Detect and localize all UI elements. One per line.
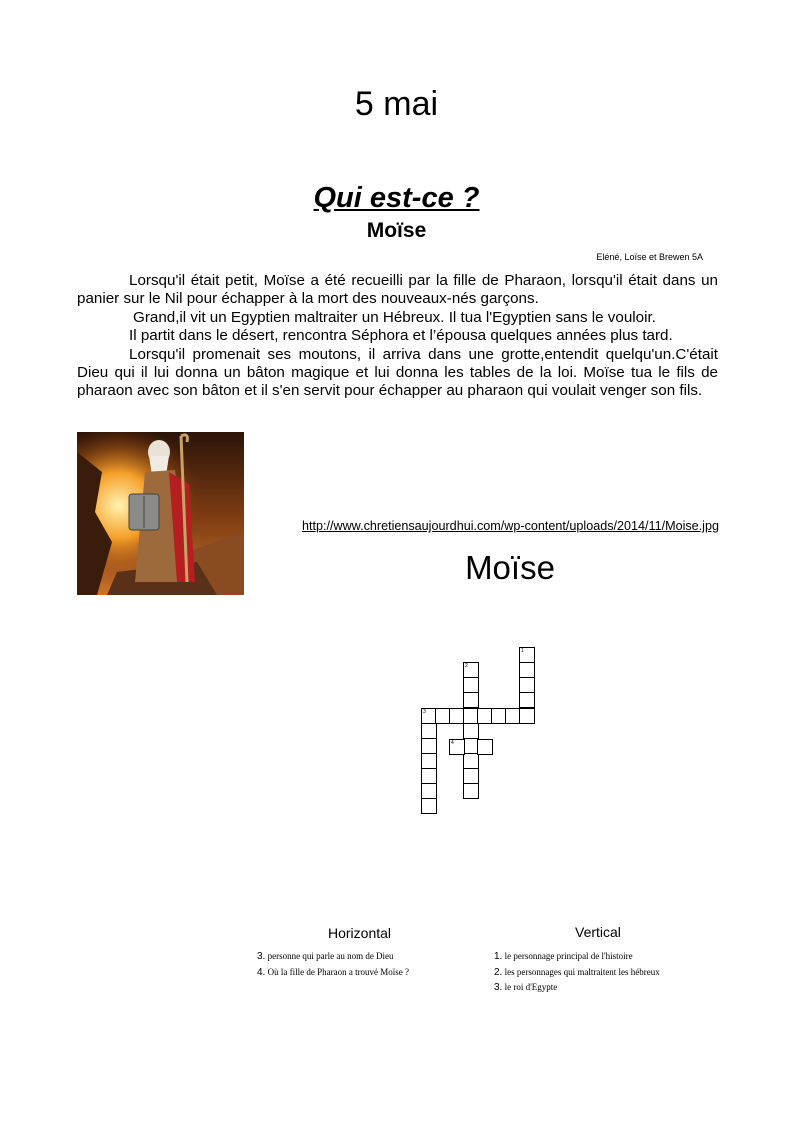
article-subtitle: Moïse xyxy=(366,219,427,242)
crossword-cell[interactable] xyxy=(463,692,479,708)
vertical-heading: Vertical xyxy=(575,924,621,940)
clue-text: le personnage principal de l'histoire xyxy=(504,951,633,961)
clue-text: le roi d'Egypte xyxy=(504,982,558,992)
story-paragraph-3: Il partit dans le désert, rencontra Séphora et l’épousa quelques années plus tard. xyxy=(129,327,673,345)
horizontal-clues xyxy=(257,925,462,980)
crossword-cell[interactable] xyxy=(519,662,535,678)
crossword-cell[interactable] xyxy=(519,708,535,724)
crossword-cell[interactable] xyxy=(463,677,479,693)
vertical-clue-2 xyxy=(494,965,694,981)
clue-text: Où la fille de Pharaon a trouvé Moïse ? xyxy=(267,966,410,977)
crossword-cell[interactable] xyxy=(421,753,437,769)
crossword-cell[interactable] xyxy=(463,723,479,739)
crossword-cell[interactable] xyxy=(463,662,479,678)
crossword-cell[interactable] xyxy=(421,768,437,784)
page-date: 5 mai xyxy=(354,85,439,123)
article-title-text: Qui est-ce ? xyxy=(313,182,480,214)
vertical-clues xyxy=(494,924,694,996)
clue-num: 4. xyxy=(257,966,266,978)
crossword-cell[interactable] xyxy=(421,798,437,814)
authors-credit: Eléné, Loïse et Brewen 5A xyxy=(596,252,703,262)
crossword-cell[interactable] xyxy=(421,783,437,799)
clue-num: 1. xyxy=(494,951,503,962)
story-paragraph-2: Grand,il vit un Egyptien maltraiter un Hébreux. Il tua l'Egyptien sans le vouloir. xyxy=(133,308,656,326)
clue-text: personne qui parle au nom de Dieu xyxy=(267,951,394,961)
clue-text: les personnages qui maltraitent les hébreux xyxy=(504,966,660,977)
image-source-link[interactable]: http://www.chretiensaujourdhui.com/wp-content/uploads/2014/11/Moise.jpg xyxy=(301,519,719,533)
crossword-cell[interactable] xyxy=(463,753,479,769)
crossword-cell[interactable] xyxy=(463,783,479,799)
vertical-clue-3 xyxy=(494,980,694,996)
clue-num: 3. xyxy=(494,982,503,993)
crossword-cell[interactable] xyxy=(449,739,465,755)
crossword-cell[interactable] xyxy=(463,768,479,784)
crossword-cell[interactable] xyxy=(519,677,535,693)
horizontal-clue-3 xyxy=(257,949,462,965)
crossword-title: Moïse xyxy=(465,549,555,586)
clue-number-3: 3 xyxy=(423,709,426,715)
crossword-cell[interactable] xyxy=(421,723,437,739)
story-paragraph-4: Lorsqu'il promenait ses moutons, il arriva dans une grotte,entendit quelqu'un.C'était Dieu qui il lui donna un bâton magique et lui donna les tables de la loi. Moïse tua le fils de pharaon avec son bâton et il s'en servit pour échapper au pharaon qui voulait venger son fils. xyxy=(77,345,718,400)
clue-number-4: 4 xyxy=(451,740,454,746)
clue-number-1: 1 xyxy=(521,648,524,654)
clue-num: 3. xyxy=(257,951,266,962)
crossword-cell[interactable] xyxy=(421,738,437,754)
horizontal-heading: Horizontal xyxy=(327,925,392,941)
vertical-clue-1 xyxy=(494,949,694,965)
horizontal-clue-4 xyxy=(257,965,462,981)
crossword-cell[interactable] xyxy=(519,692,535,708)
story-paragraph-1: Lorsqu'il était petit, Moïse a été recueilli par la fille de Pharaon, lorsqu'il était dans un panier sur le Nil pour échapper à la mort des nouveaux-nés garçons. xyxy=(77,272,718,308)
crossword-cell[interactable] xyxy=(477,739,493,755)
clue-number-2: 2 xyxy=(465,663,468,669)
clue-num: 2. xyxy=(494,966,503,978)
crossword-cell[interactable] xyxy=(519,647,535,663)
